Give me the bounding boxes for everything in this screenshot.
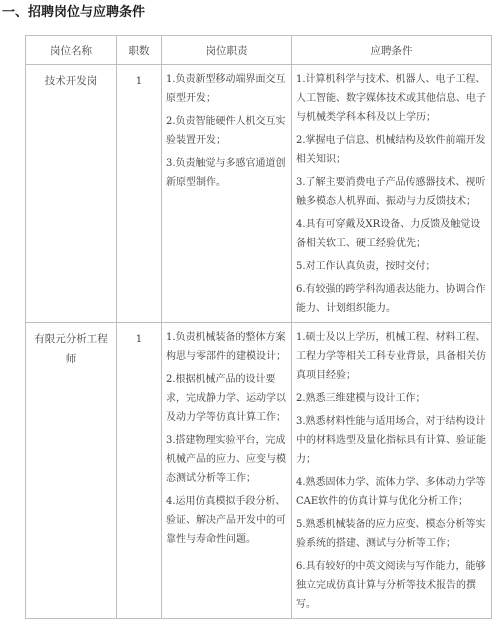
requirement-item: 6.具有较好的中英文阅读与写作能力，能够独立完成仿真计算与分析等技术报告的撰写。 <box>296 561 486 610</box>
position-count-cell <box>117 323 162 619</box>
duty-item: 1.负责新型移动端界面交互原型开发； <box>166 74 286 104</box>
requirement-item: 5.熟悉机械装备的应力应变、模态分析等实验系统的搭建、测试与分析等工作； <box>296 519 486 549</box>
table-header-row <box>26 36 492 65</box>
requirement-item: 1.计算机科学与技术、机器人、电子工程、人工智能、数字媒体技术或其他信息、电子与机械类学科本科及以上学历； <box>296 74 486 123</box>
requirement-item: 6.有较强的跨学科沟通表达能力、协调合作能力、计划组织能力。 <box>296 284 486 314</box>
table-row <box>26 65 492 323</box>
duty-item: 3.负责触觉与多感官通道创新原型制作。 <box>166 158 286 188</box>
requirements-cell <box>292 65 492 323</box>
header-duties: 岗位职责 <box>162 36 292 65</box>
header-requirements: 应聘条件 <box>292 36 492 65</box>
duty-item: 3.搭建物理实验平台，完成机械产品的应力、应变与模态测试分析等工作； <box>166 435 286 484</box>
position-count: 1 <box>135 333 143 345</box>
duty-item: 2.负责智能硬件人机交互实验装置开发； <box>166 116 286 146</box>
table-row <box>26 323 492 619</box>
requirement-item: 3.熟悉材料性能与适用场合，对于结构设计中的材料选型及量化指标具有计算、验证能力； <box>296 416 486 465</box>
requirement-item: 2.熟悉三维建模与设计工作； <box>296 393 426 404</box>
requirements-cell <box>292 323 492 619</box>
position-name: 有限元分析工程师 <box>34 333 108 365</box>
requirement-item: 4.熟悉固体力学、流体力学、多体动力学等CAE软件的仿真计算与优化分析工作； <box>296 477 486 507</box>
requirement-item: 4.具有可穿戴及XR设备、力反馈及触觉设备相关软工、硬工经验优先； <box>296 219 481 249</box>
position-name-cell <box>26 65 117 323</box>
position-name: 技术开发岗 <box>44 75 98 87</box>
header-position-name: 岗位名称 <box>26 36 117 65</box>
duty-item: 2.根据机械产品的设计要求，完成静力学、运动学以及动力学等仿真计算工作； <box>166 374 286 423</box>
duties-cell <box>162 323 292 619</box>
position-name-cell <box>26 323 117 619</box>
requirement-item: 3.了解主要消费电子产品传感器技术、视听触多模态人机界面、振动与力反馈技术； <box>296 177 486 207</box>
recruitment-table <box>25 35 492 619</box>
header-count: 职数 <box>117 36 162 65</box>
requirement-item: 5.对工作认真负责，按时交付； <box>296 261 436 272</box>
duties-cell <box>162 65 292 323</box>
duty-item: 4.运用仿真模拟手段分析、验证、解决产品开发中的可靠性与寿命性问题。 <box>166 496 286 545</box>
position-count-cell <box>117 65 162 323</box>
duty-item: 1.负责机械装备的整体方案构思与零部件的建模设计； <box>166 332 286 362</box>
requirement-item: 1.硕士及以上学历，机械工程、材料工程、工程力学等相关工科专业背景，具备相关仿真项目经验； <box>296 332 486 381</box>
requirement-item: 2.掌握电子信息、机械结构及软件前端开发相关知识； <box>296 135 486 165</box>
position-count: 1 <box>135 75 143 87</box>
section-title: 一、招聘岗位与应聘条件 <box>2 5 146 20</box>
